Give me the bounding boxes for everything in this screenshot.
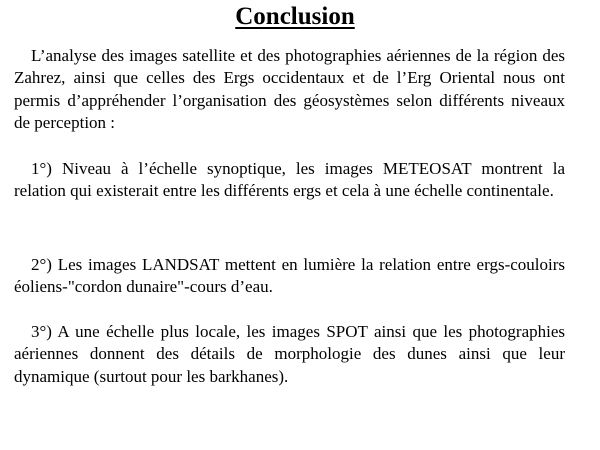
intro-paragraph: L’analyse des images satellite et des photographies aériennes de la région des Zahrez, ainsi que celles des Ergs occidentaux et de l’Erg Oriental nous ont permis d’appréhender l’organisation des géosystèmes selon différents niveaux de perception : [14,46,565,132]
page-title: Conclusion [235,3,355,30]
paragraph-meteosat: 1°) Niveau à l’échelle synoptique, les images METEOSAT montrent la relation qui existerait entre les différents ergs et cela à une échelle continentale. [14,159,565,201]
paragraph-landsat: 2°) Les images LANDSAT mettent en lumière la relation entre ergs-couloirs éoliens-"cordon dunaire"-cours d’eau. [14,255,565,297]
paragraph-spot: 3°) A une échelle plus locale, les images SPOT ainsi que les photographies aériennes donnent des détails de morphologie des dunes ainsi que leur dynamique (surtout pour les barkhanes). [14,322,565,386]
